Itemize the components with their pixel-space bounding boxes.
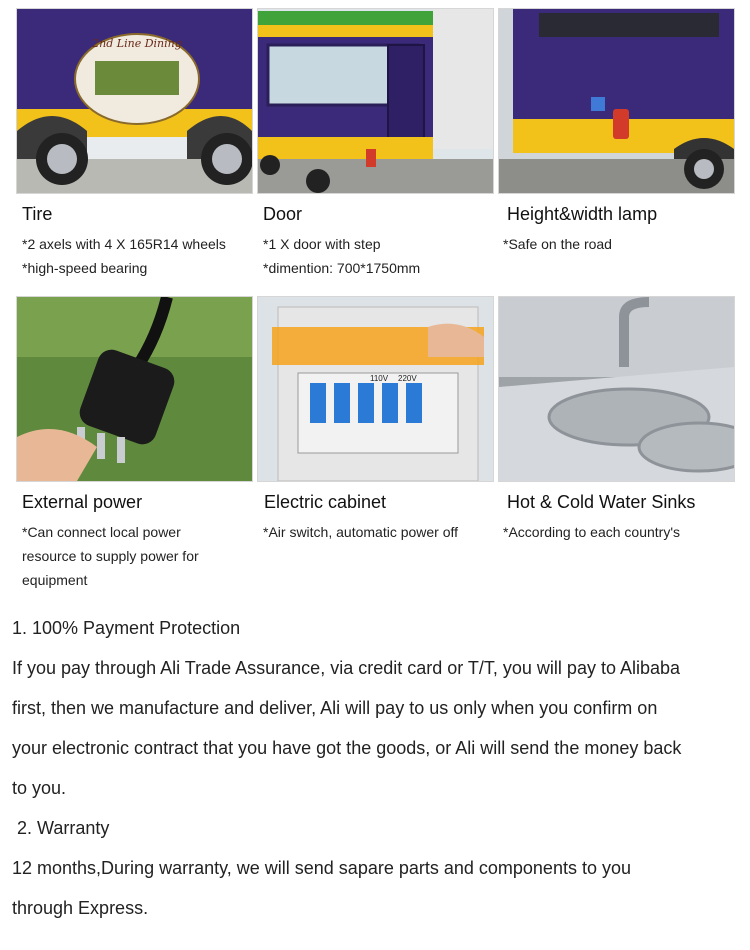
tire-photo-logo-text: 2nd Line Dining [92,37,182,50]
payment-heading: 1. 100% Payment Protection [12,618,241,638]
feature-title-water-sinks: Hot & Cold Water Sinks [507,492,696,512]
feature-desc-line: *high-speed bearing [22,260,148,276]
warranty-section [12,808,742,928]
feature-title-tire: Tire [22,204,53,224]
feature-desc-line: *According to each country's [503,524,680,540]
feature-desc-line: *1 X door with step [263,236,381,252]
feature-title-external-power: External power [22,492,143,512]
feature-desc-line: equipment [22,572,88,588]
feature-title-door: Door [263,204,303,224]
tire-photo [16,8,253,194]
feature-desc-electric-cabinet [263,520,503,544]
feature-title-lamp: Height&width lamp [507,204,658,224]
feature-desc-line: *Can connect local power [22,524,181,540]
payment-line: If you pay through Ali Trade Assurance, via credit card or T/T, you will pay to Alibaba [12,658,681,678]
payment-line: to you. [12,778,67,798]
payment-line: first, then we manufacture and deliver, Ali will pay to us only when you confirm on [12,698,658,718]
feature-desc-line: *dimention: 700*1750mm [263,260,421,276]
feature-desc-door [263,232,503,280]
payment-line: your electronic contract that you have got the goods, or Ali will send the money back [12,738,682,758]
feature-desc-external-power [22,520,262,592]
feature-desc-tire [22,232,262,280]
feature-desc-line: resource to supply power for [22,548,199,564]
feature-desc-water-sinks [503,520,743,544]
lamp-photo [498,8,735,194]
water-sinks-photo [498,296,735,482]
warranty-line: 12 months,During warranty, we will send sapare parts and components to you [12,858,631,878]
feature-desc-line: *2 axels with 4 X 165R14 wheels [22,236,226,252]
warranty-heading: 2. Warranty [12,818,110,838]
cabinet-label-220v: 220V [398,374,417,383]
cabinet-label-110v: 110V [370,374,389,383]
feature-desc-line: *Air switch, automatic power off [263,524,459,540]
door-photo [257,8,494,194]
electric-cabinet-photo [257,296,494,482]
warranty-line: through Express. [12,898,149,918]
external-power-photo [16,296,253,482]
feature-title-electric-cabinet: Electric cabinet [264,492,387,512]
feature-desc-line: *Safe on the road [503,236,612,252]
payment-protection-section [12,608,742,808]
feature-desc-lamp [503,232,743,256]
